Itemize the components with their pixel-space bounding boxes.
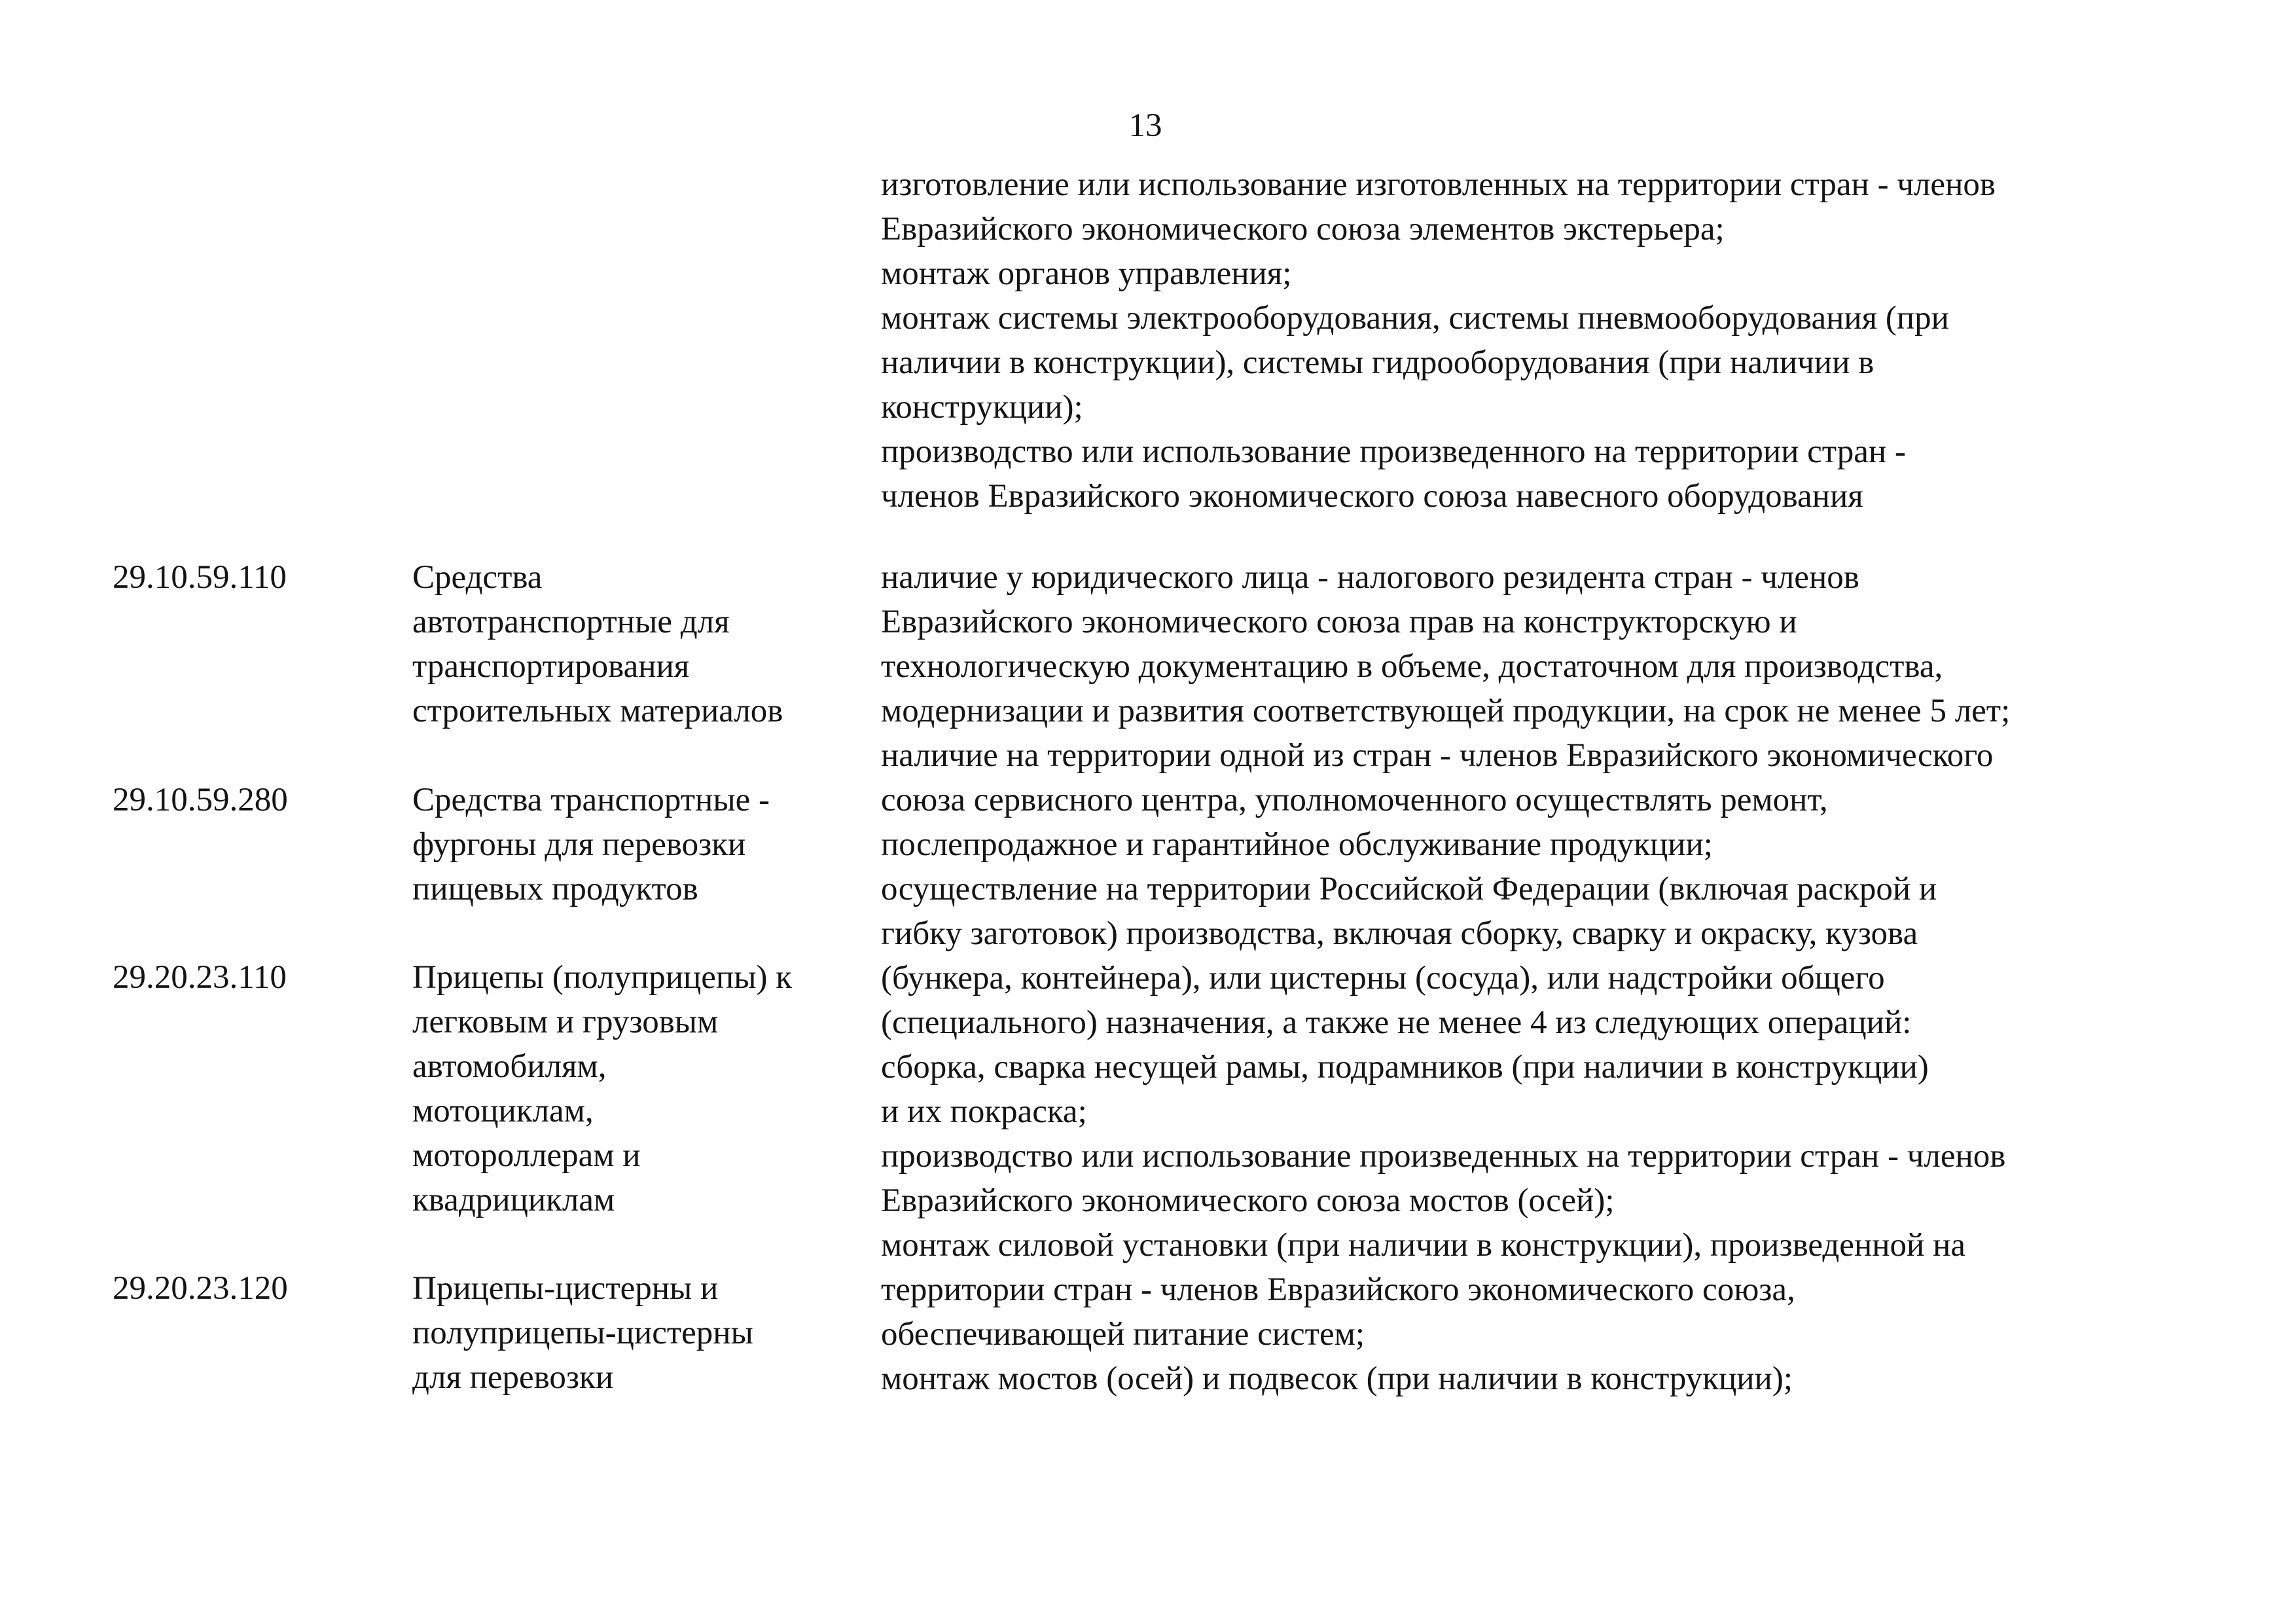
text-line: сборка, сварка несущей рамы, подрамников (при наличии в конструкции): [881, 1049, 1929, 1085]
text-line: легковым и грузовым: [412, 1004, 719, 1040]
text-line: Евразийского экономического союза прав на конструкторскую и: [881, 604, 1797, 640]
text-line: и их покраска;: [881, 1093, 1087, 1130]
text-line: Прицепы-цистерны и: [412, 1270, 719, 1307]
text-line: технологическую документацию в объеме, достаточном для производства,: [881, 648, 1943, 685]
text-line: послепродажное и гарантийное обслуживание продукции;: [881, 826, 1713, 863]
text-line: модернизации и развития соответствующей продукции, на срок не менее 5 лет;: [881, 693, 2011, 729]
text-line: Евразийского экономического союза мостов (осей);: [881, 1182, 1615, 1219]
product-name: [412, 778, 870, 911]
text-line: монтаж органов управления;: [881, 255, 1292, 292]
text-line: автотранспортные для: [412, 604, 730, 640]
text-line: фургоны для перевозки: [412, 826, 746, 863]
text-line: (бункера, контейнера), или цистерны (сосуда), или надстройки общего: [881, 960, 1885, 996]
text-line: территории стран - членов Евразийского экономического союза,: [881, 1271, 1795, 1308]
product-code: 29.20.23.120: [113, 1270, 288, 1307]
page-number: 13: [1128, 107, 1162, 144]
continuation-requirements: [881, 162, 2190, 519]
text-line: полуприцепы-цистерны: [412, 1315, 753, 1351]
text-line: мотороллерам и: [412, 1137, 641, 1174]
text-line: транспортирования: [412, 648, 690, 685]
text-line: Средства: [412, 559, 543, 596]
text-line: Евразийского экономического союза элементов экстерьера;: [881, 211, 1725, 247]
product-name: [412, 1266, 870, 1400]
text-line: гибку заготовок) производства, включая сборку, сварку и окраску, кузова: [881, 915, 1918, 952]
product-name: [412, 555, 870, 733]
text-line: производство или использование произведенного на территории стран -: [881, 433, 1906, 470]
text-line: наличие у юридического лица - налогового резидента стран - членов: [881, 559, 1859, 596]
text-line: изготовление или использование изготовленных на территории стран - членов: [881, 166, 1996, 203]
text-line: монтаж системы электрооборудования, системы пневмооборудования (при: [881, 300, 1949, 337]
text-line: монтаж мостов (осей) и подвесок (при наличии в конструкции);: [881, 1360, 1793, 1397]
text-line: пищевых продуктов: [412, 871, 698, 907]
product-code: 29.20.23.110: [113, 959, 287, 996]
product-code: 29.10.59.110: [113, 559, 287, 596]
text-line: союза сервисного центра, уполномоченного осуществлять ремонт,: [881, 782, 1828, 818]
text-line: для перевозки: [412, 1359, 614, 1396]
text-line: производство или использование произведенных на территории стран - членов: [881, 1138, 2006, 1175]
text-line: наличии в конструкции), системы гидрооборудования (при наличии в: [881, 344, 1874, 381]
text-line: конструкции);: [881, 389, 1083, 426]
text-line: (специального) назначения, а также не менее 4 из следующих операций:: [881, 1004, 1912, 1041]
product-code: 29.10.59.280: [113, 782, 288, 818]
product-name: [412, 955, 870, 1222]
text-line: Прицепы (полуприцепы) к: [412, 959, 793, 996]
text-line: членов Евразийского экономического союза навесного оборудования: [881, 478, 1863, 515]
text-line: Средства транспортные -: [412, 782, 770, 818]
text-line: мотоциклам,: [412, 1093, 594, 1129]
requirements: [881, 555, 2190, 1401]
text-line: обеспечивающей питание систем;: [881, 1316, 1365, 1353]
text-line: осуществление на территории Российской Федерации (включая раскрой и: [881, 871, 1937, 907]
text-line: строительных материалов: [412, 693, 783, 729]
text-line: автомобилям,: [412, 1048, 607, 1085]
text-line: монтаж силовой установки (при наличии в конструкции), произведенной на: [881, 1227, 1966, 1264]
text-line: наличие на территории одной из стран - членов Евразийского экономического: [881, 737, 1994, 774]
text-line: квадрициклам: [412, 1182, 615, 1218]
